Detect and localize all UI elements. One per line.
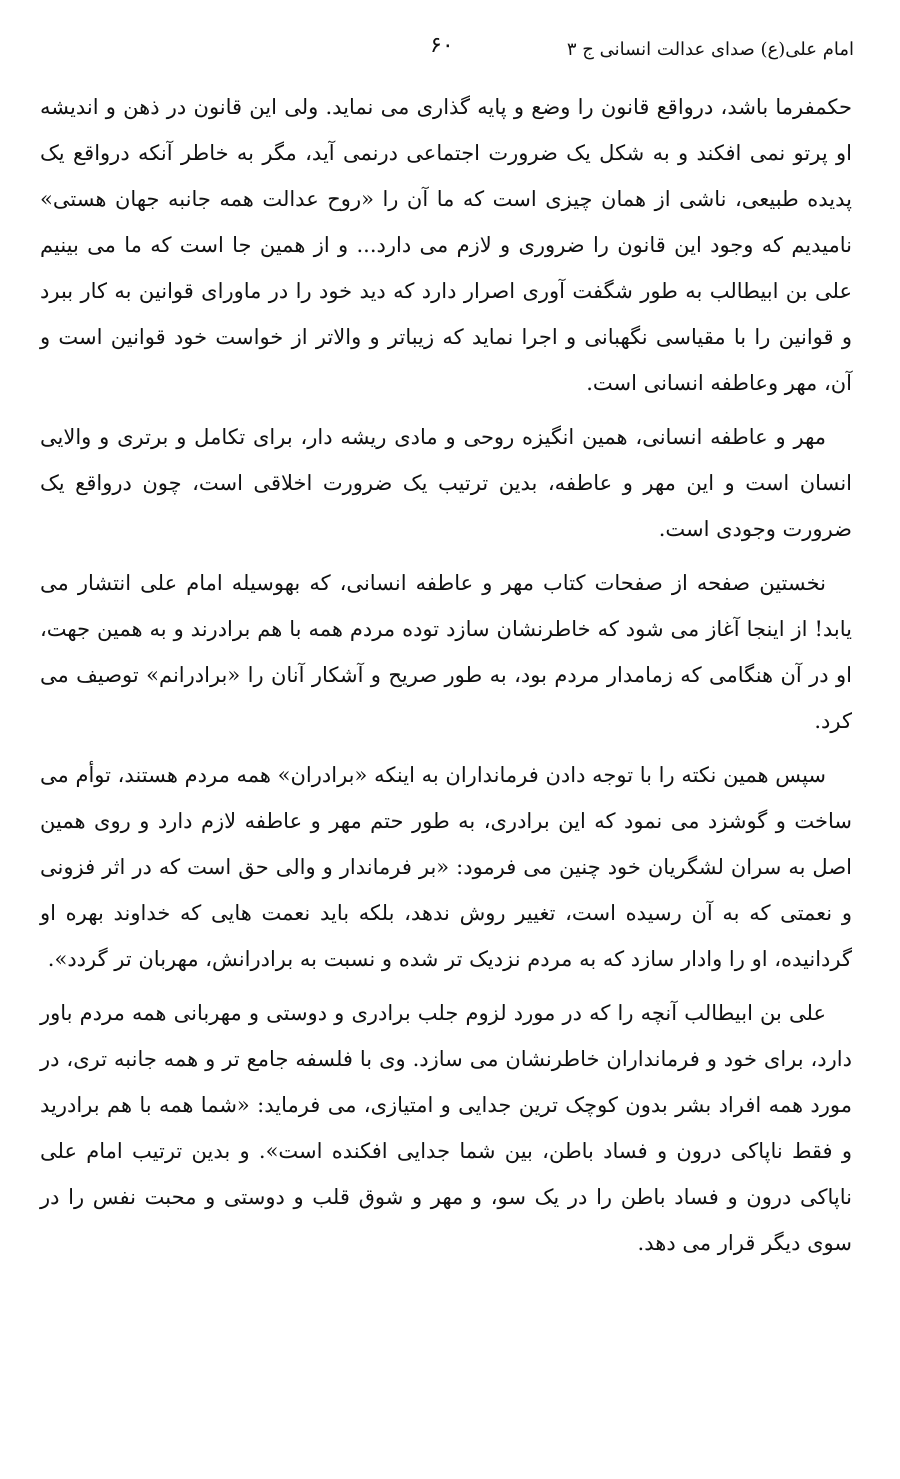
paragraph: حکمفرما باشد، درواقع قانون را وضع و پایه گذاری می نماید. ولی این قانون در ذهن و اندیشه او پرتو نمی افکند و به شکل یک ضرورت اجتماعی درنمی آید، مگر به خاطر آنکه درواقع یک پدیده طبیعی، ناشی از همان چیزی است که ما آن را «روح عدالت همه جانبه جهان هستی» نامیدیم که وجود این قانون را ضروری و لازم می دارد... و از همین جا است که ما می بینیم علی بن ابیطالب به طور شگفت آوری اصرار دارد که دید خود را در ماورای قوانین به کار ببرد و قوانین را با مقیاسی نگهبانی و اجرا نماید که زیباتر و والاتر از خواست خود قوانین است و آن، مهر وعاطفه انسانی است. (40, 95, 852, 395)
paragraph: علی بن ابیطالب آنچه را که در مورد لزوم جلب برادری و دوستی و مهربانی همه مردم باور دارد، برای خود و فرمانداران خاطرنشان می سازد. وی با فلسفه جامع تر و همه جانبه تری، در مورد همه افراد بشر بدون کوچک ترین جدایی و امتیازی، می فرماید: «شما همه با هم برادرید و فقط ناپاکی درون و فساد باطن، بین شما جدایی افکنده است». و بدین ترتیب امام علی ناپاکی درون و فساد باطن را در یک سو، و مهر و شوق قلب و دوستی و محبت نفس را در سوی دیگر قرار می دهد. (40, 1001, 852, 1255)
paragraph: نخستین صفحه از صفحات کتاب مهر و عاطفه انسانی، که بهوسیله امام علی انتشار می یابد! از اینجا آغاز می شود که خاطرنشان سازد توده مردم همه با هم برادرند و به همین جهت، او در آن هنگامی که زمامدار مردم بود، به طور صریح و آشکار آنان را «برادرانم» توصیف می کرد. (40, 571, 852, 733)
paragraph: سپس همین نکته را با توجه دادن فرمانداران به اینکه «برادران» همه مردم هستند، توأم می ساخت و گوشزد می نمود که این برادری، به طور حتم مهر و عاطفه لازم دارد و روی همین اصل به سران لشگریان خود چنین می فرمود: «بر فرماندار و والی حق است که در اثر فزونی و نعمتی که به آن رسیده است، تغییر روش ندهد، بلکه باید نعمت هایی که خداوند بهره او گردانیده، او را وادار سازد که به مردم نزدیک تر شده و نسبت به برادرانش، مهربان تر گردد». (40, 763, 852, 971)
body-text (40, 84, 852, 1274)
page-number: ۶۰ (430, 33, 454, 58)
page-header (40, 30, 860, 78)
running-title: امام علی(ع) صدای عدالت انسانی ج ۳ (566, 39, 854, 60)
paragraph: مهر و عاطفه انسانی، همین انگیزه روحی و مادی ریشه دار، برای تکامل و برتری و والایی انسان است و این مهر و عاطفه، بدین ترتیب یک ضرورت اخلاقی است، چون درواقع یک ضرورت وجودی است. (40, 425, 852, 541)
